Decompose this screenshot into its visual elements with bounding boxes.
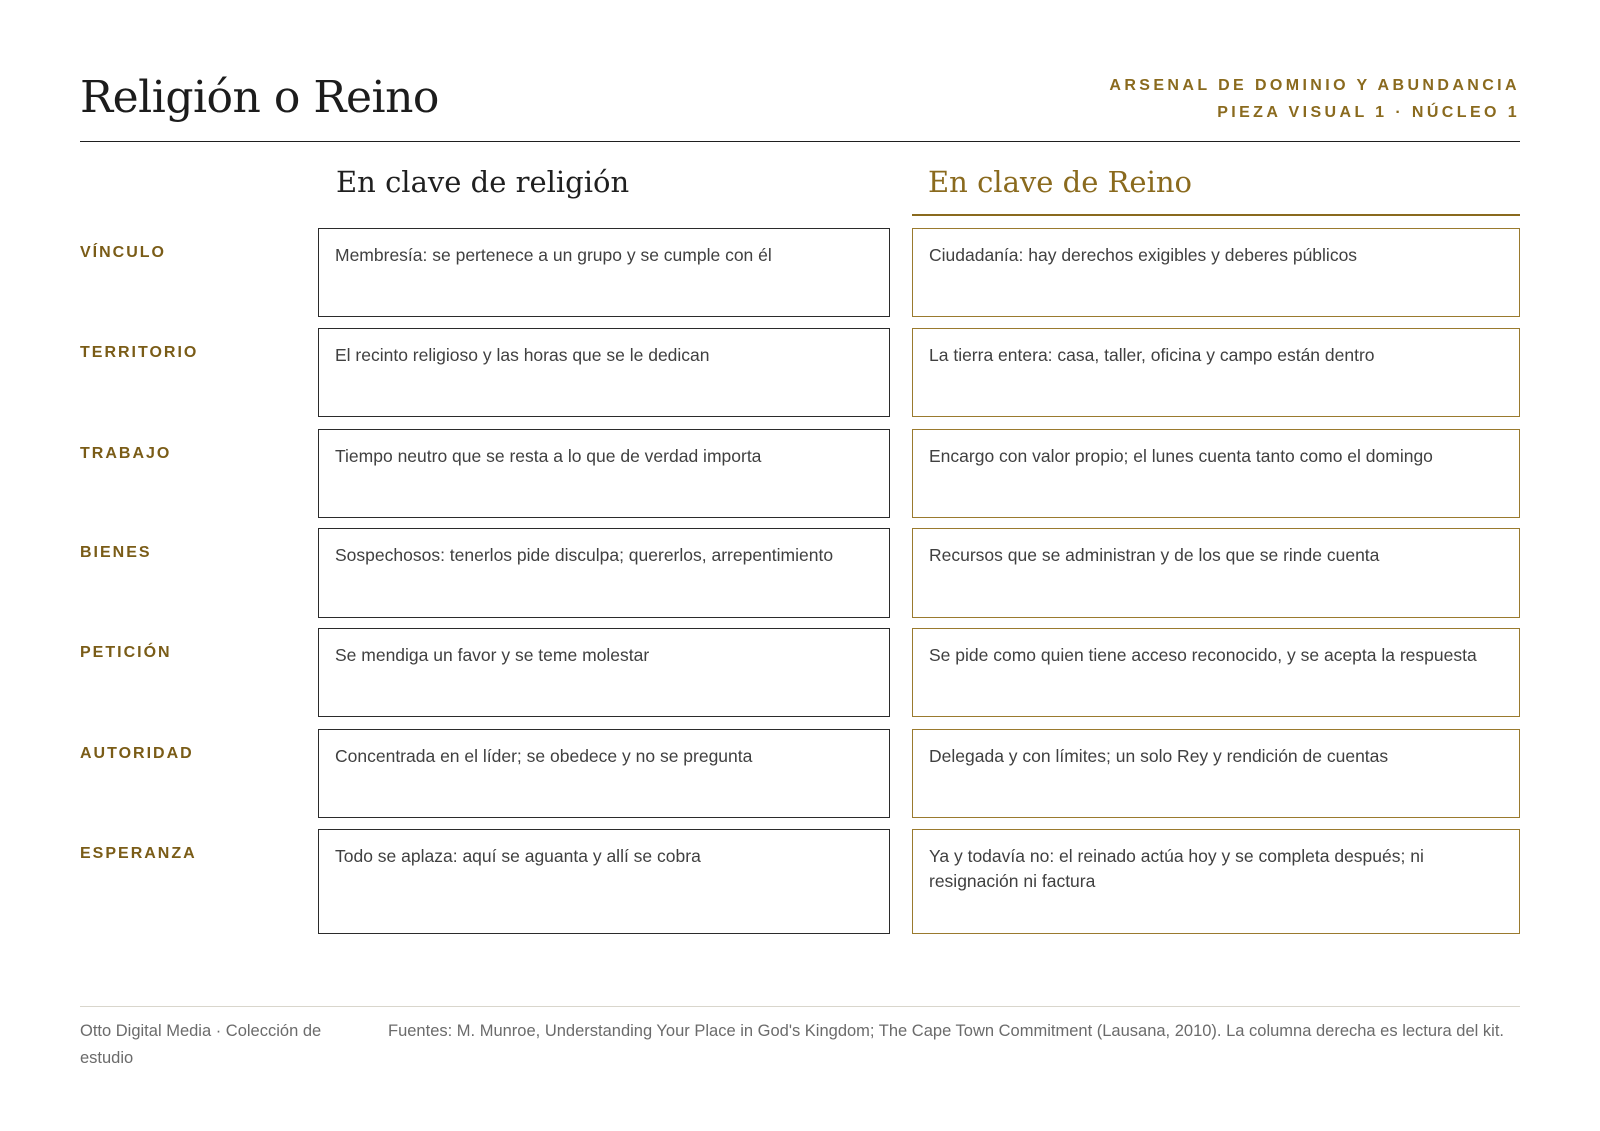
religion-cell: Concentrada en el líder; se obedece y no se pregunta	[318, 729, 890, 818]
page-title: Religión o Reino	[80, 72, 439, 123]
reino-heading-rule	[912, 214, 1520, 216]
kicker-line-1: ARSENAL DE DOMINIO Y ABUNDANCIA	[1109, 77, 1520, 94]
column-heading-reino: En clave de Reino	[928, 165, 1192, 199]
row-label: AUTORIDAD	[80, 745, 194, 762]
reino-cell: Recursos que se administran y de los que se rinde cuenta	[912, 528, 1520, 618]
row-label: ESPERANZA	[80, 845, 197, 862]
religion-cell: Tiempo neutro que se resta a lo que de verdad importa	[318, 429, 890, 518]
reino-cell: Ya y todavía no: el reinado actúa hoy y se completa después; ni resignación ni factura	[912, 829, 1520, 934]
religion-cell: El recinto religioso y las horas que se le dedican	[318, 328, 890, 417]
religion-cell: Todo se aplaza: aquí se aguanta y allí se cobra	[318, 829, 890, 934]
reino-cell: Se pide como quien tiene acceso reconocido, y se acepta la respuesta	[912, 628, 1520, 717]
footer-credit: Otto Digital Media · Colección de estudio	[80, 1022, 322, 1067]
row-label: PETICIÓN	[80, 644, 172, 661]
reino-cell: Delegada y con límites; un solo Rey y rendición de cuentas	[912, 729, 1520, 818]
column-heading-religion: En clave de religión	[336, 165, 630, 199]
kicker-line-2: PIEZA VISUAL 1 · NÚCLEO 1	[1217, 104, 1520, 121]
row-label: TERRITORIO	[80, 344, 199, 361]
row-label: BIENES	[80, 544, 152, 561]
reino-cell: Ciudadanía: hay derechos exigibles y deberes públicos	[912, 228, 1520, 317]
reino-cell: Encargo con valor propio; el lunes cuenta tanto como el domingo	[912, 429, 1520, 518]
series-kicker	[1109, 72, 1520, 126]
footer-divider	[80, 1006, 1520, 1007]
religion-cell: Se mendiga un favor y se teme molestar	[318, 628, 890, 717]
religion-cell: Membresía: se pertenece a un grupo y se cumple con él	[318, 228, 890, 317]
page	[80, 0, 1520, 1131]
row-label: VÍNCULO	[80, 244, 166, 261]
header	[80, 62, 1520, 142]
religion-cell: Sospechosos: tenerlos pide disculpa; quererlos, arrepentimiento	[318, 528, 890, 618]
footer-sources: Fuentes: M. Munroe, Understanding Your Place in God's Kingdom; The Cape Town Commitment (Lausana, 2010). La columna derecha es lectura del kit.	[388, 1022, 1504, 1040]
reino-cell: La tierra entera: casa, taller, oficina y campo están dentro	[912, 328, 1520, 417]
row-label: TRABAJO	[80, 445, 172, 462]
